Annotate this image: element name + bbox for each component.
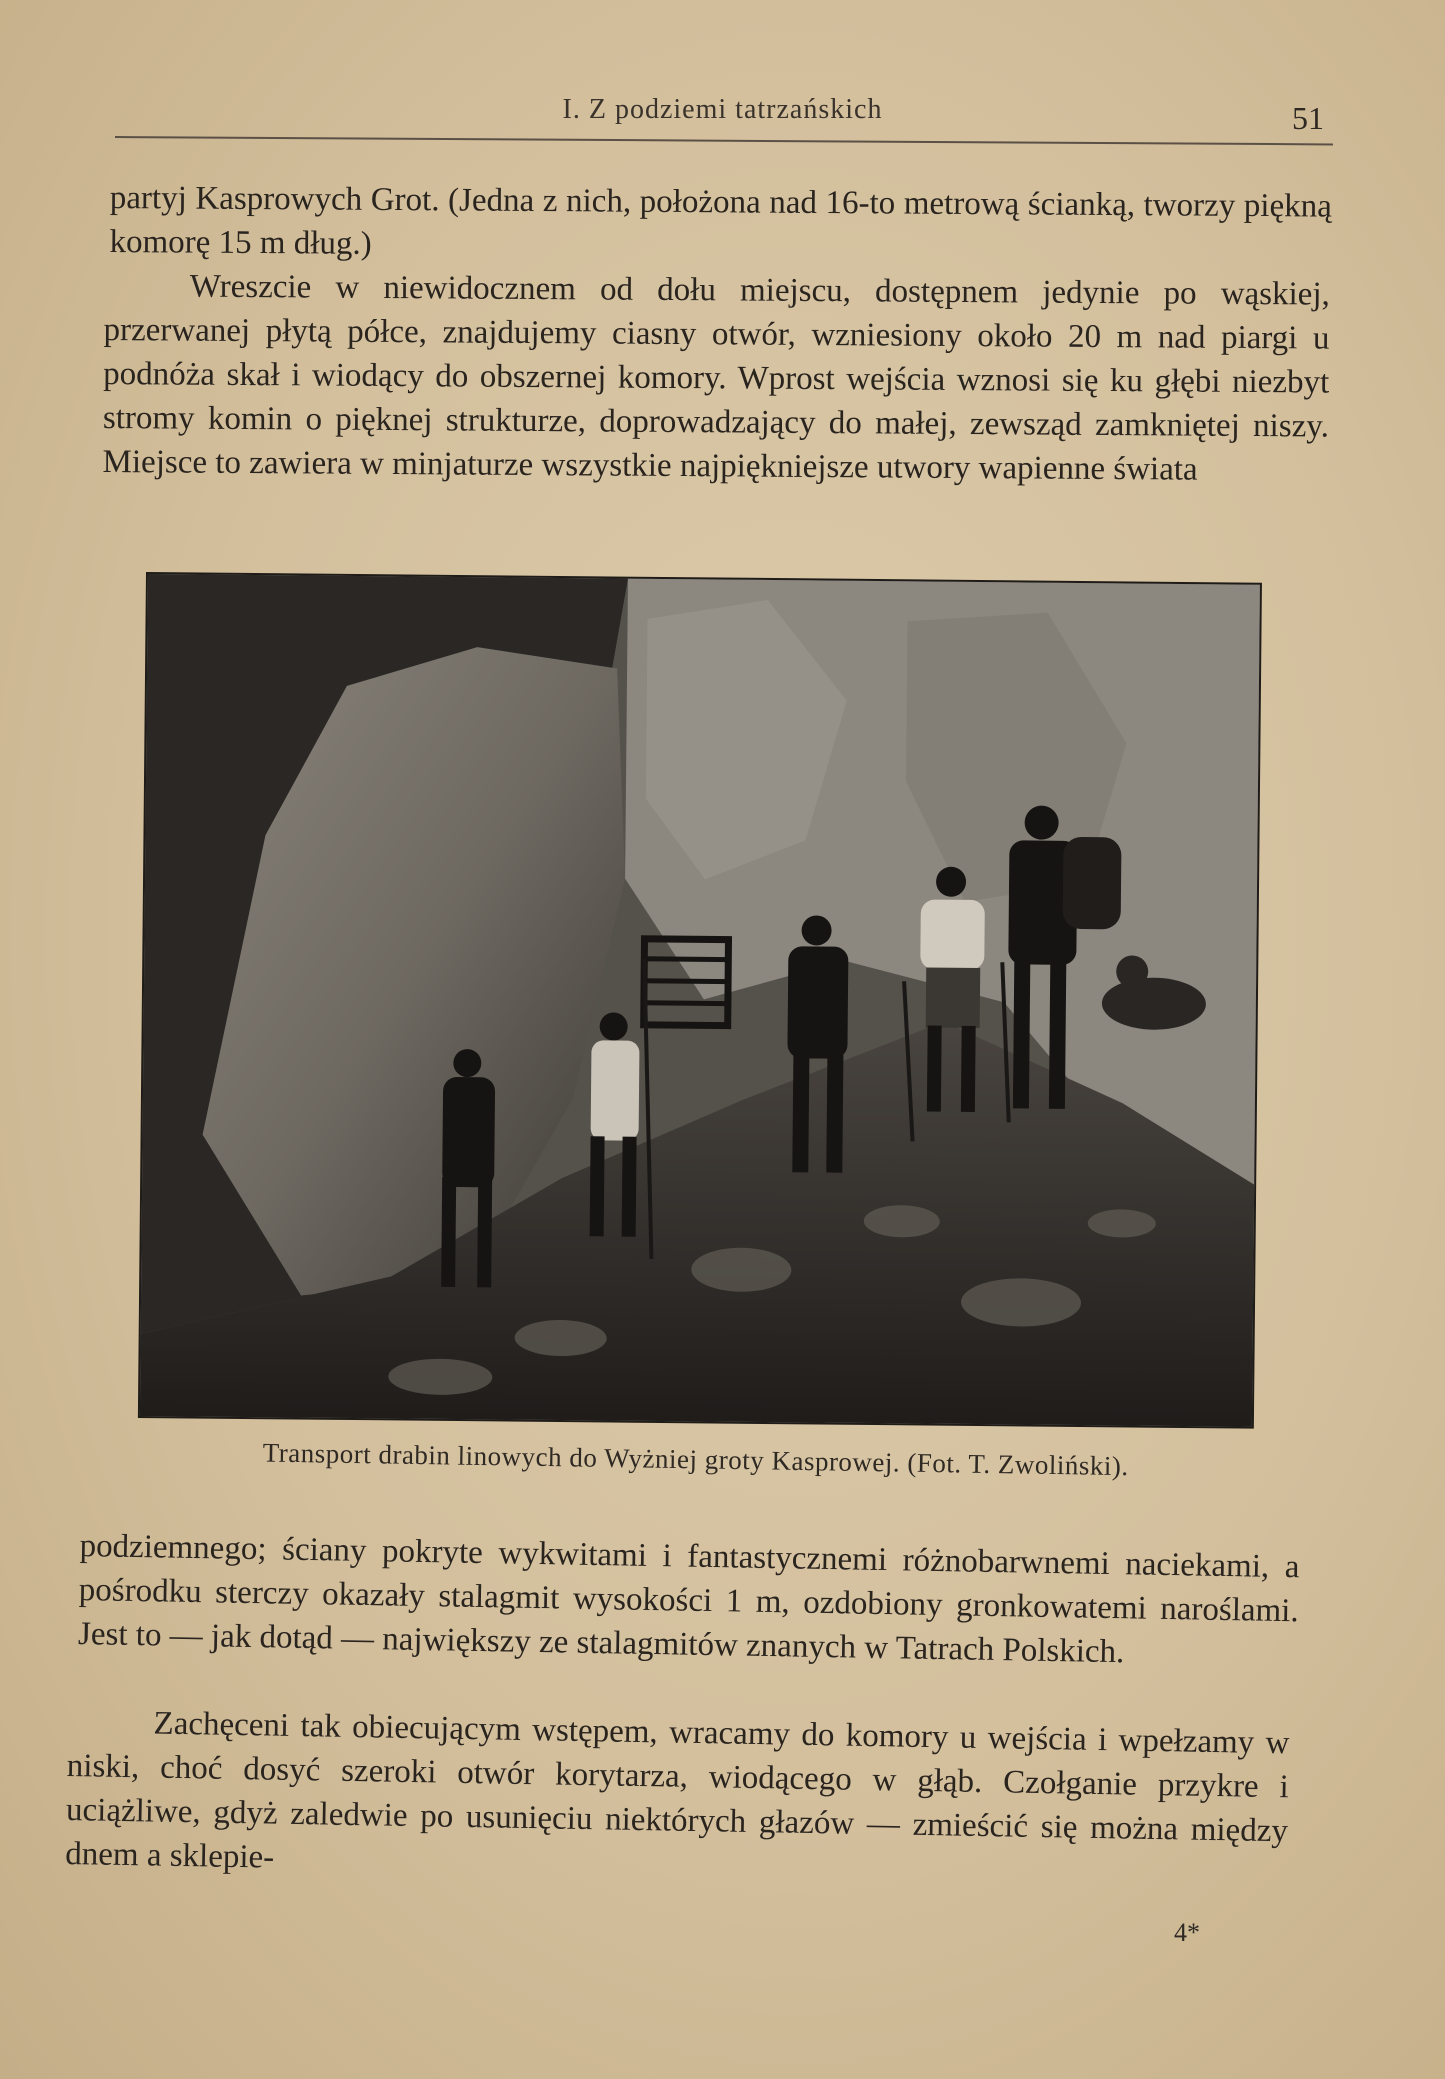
running-head: I. Z podziemi tatrzańskich: [562, 94, 883, 125]
paragraph-indent: [104, 296, 190, 297]
paragraph-zacheceni: [65, 1700, 1290, 1897]
paragraph-wreszcie: [102, 264, 1330, 493]
photo-caption: Transport drabin linowych do Wyżniej groty Kasprowej. (Fot. T. Zwoliński).: [262, 1437, 1129, 1482]
photograph-cave-transport: [138, 572, 1262, 1429]
signature-mark: 4*: [1174, 1918, 1200, 1947]
paragraph-podziemnego: podziemnego; ściany pokryte wykwitami i fantastycznemi różnobarwnemi naciekami, a pośrodku sterczy okazały stalagmit wysokości 1 m, ozdobiony gronkowatemi naroślami. Jest to — jak dotąd — największy ze stalagmitów znanych w Tatrach Polskich.: [77, 1527, 1300, 1671]
paragraph-continuation: partyj Kasprowych Grot. (Jedna z nich, położona nad 16-to metrową ścianką, tworzy piękną komorę 15 m dług.): [109, 179, 1332, 262]
page-number: 51: [1292, 100, 1324, 136]
paragraph-text: Wreszcie w niewidocznem od dołu miejscu, dostępnem jedynie po wąskiej, przerwanej płytą półce, znajdujemy ciasny otwór, wzniesiony około 20 m nad piargi u podnóża skał i wiodący do obszernej komory. Wprost wejścia wznosi się ku głębi niezbyt stromy komin o pięknej strukturze, doprowadzający do małej, zewsząd zamkniętej niszy. Miejsce to zawiera w minjaturze wszystkie najpiękniejsze utwory wapienne świata: [102, 268, 1330, 488]
photo-illustration: [140, 574, 1260, 1427]
paragraph-indent: [67, 1732, 153, 1734]
header-rule: [115, 136, 1333, 145]
paragraph-text: Zachęceni tak obiecującym wstępem, wracamy do komory u wejścia i wpełzamy w niski, choć dosyć szeroki otwór korytarza, wiodącego w głąb. Czołganie przykre i uciążliwe, gdyż zaledwie po usunięciu niektórych głazów — zmieścić się można między dnem a sklepie-: [64, 1705, 1290, 1876]
